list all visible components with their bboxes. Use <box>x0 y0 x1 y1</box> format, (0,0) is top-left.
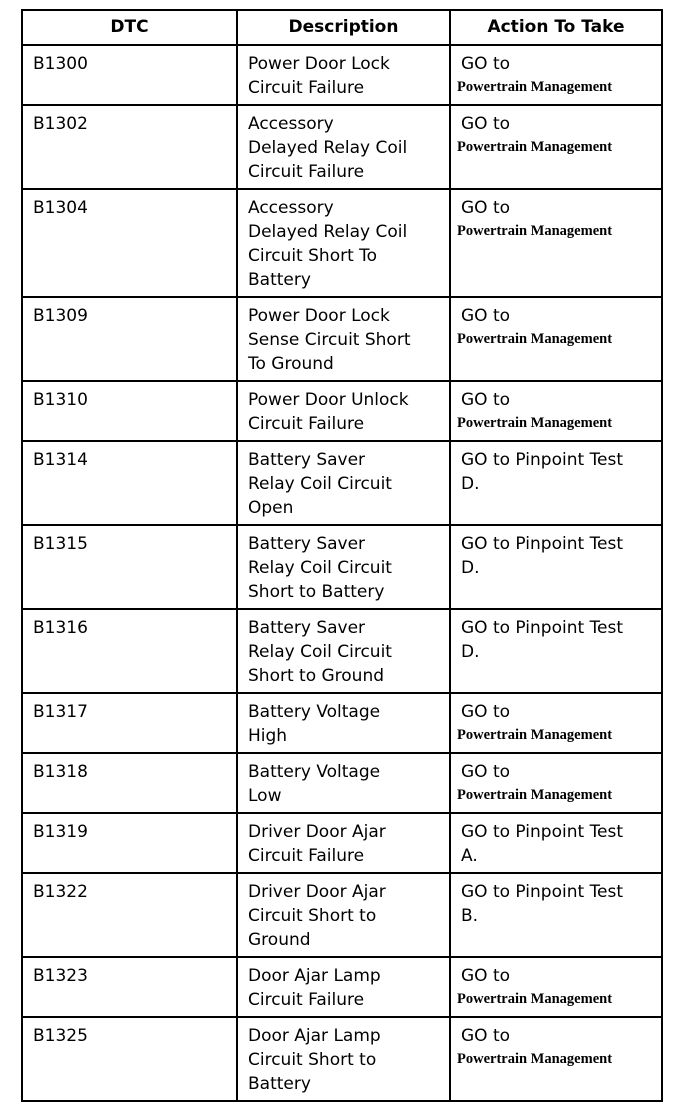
table-row <box>22 813 662 873</box>
action-line: GO to <box>461 54 511 74</box>
dtc-description <box>237 609 450 693</box>
dtc-action <box>450 609 662 693</box>
description-line: High <box>248 726 288 746</box>
table-row <box>22 693 662 753</box>
description-line: Driver Door Ajar <box>248 822 386 842</box>
action-reference: Powertrain Management <box>457 331 613 347</box>
dtc-action <box>450 297 662 381</box>
action-reference: Powertrain Management <box>457 415 613 431</box>
dtc-code: B1317 <box>22 693 237 753</box>
action-reference: Powertrain Management <box>457 787 613 803</box>
dtc-code: B1323 <box>22 957 237 1017</box>
action-reference: Powertrain Management <box>457 79 613 95</box>
dtc-code: B1310 <box>22 381 237 441</box>
description-line: Driver Door Ajar <box>248 882 386 902</box>
action-line: GO to <box>461 702 511 722</box>
header-action: Action To Take <box>450 10 662 45</box>
description-line: Delayed Relay Coil <box>248 138 408 158</box>
description-line: Door Ajar Lamp <box>248 1026 381 1046</box>
action-line: D. <box>461 558 480 578</box>
dtc-action <box>450 525 662 609</box>
table-row <box>22 753 662 813</box>
table-row <box>22 1017 662 1101</box>
description-line: Ground <box>248 930 311 950</box>
dtc-description <box>237 189 450 297</box>
description-line: Battery <box>248 1074 311 1094</box>
table-row <box>22 441 662 525</box>
action-reference: Powertrain Management <box>457 223 613 239</box>
dtc-action <box>450 381 662 441</box>
description-line: Circuit Failure <box>248 846 365 866</box>
description-line: Power Door Lock <box>248 54 390 74</box>
description-line: Circuit Failure <box>248 162 365 182</box>
dtc-code: B1300 <box>22 45 237 105</box>
description-line: Circuit Short to <box>248 1050 377 1070</box>
dtc-description <box>237 873 450 957</box>
description-line: Relay Coil Circuit <box>248 474 392 494</box>
action-reference: Powertrain Management <box>457 727 613 743</box>
table-row <box>22 189 662 297</box>
description-line: Circuit Failure <box>248 990 365 1010</box>
action-line: GO to <box>461 1026 511 1046</box>
dtc-code: B1318 <box>22 753 237 813</box>
description-line: To Ground <box>248 354 334 374</box>
description-line: Circuit Failure <box>248 78 365 98</box>
dtc-action <box>450 873 662 957</box>
action-reference: Powertrain Management <box>457 1051 613 1067</box>
dtc-description <box>237 1017 450 1101</box>
dtc-code: B1309 <box>22 297 237 381</box>
table-row <box>22 609 662 693</box>
dtc-action <box>450 45 662 105</box>
action-line: GO to Pinpoint Test <box>461 534 624 554</box>
dtc-description <box>237 45 450 105</box>
action-line: GO to <box>461 198 511 218</box>
description-line: Relay Coil Circuit <box>248 642 392 662</box>
table-row <box>22 873 662 957</box>
description-line: Power Door Unlock <box>248 390 409 410</box>
action-line: GO to Pinpoint Test <box>461 450 624 470</box>
dtc-code: B1314 <box>22 441 237 525</box>
dtc-description <box>237 105 450 189</box>
description-line: Sense Circuit Short <box>248 330 411 350</box>
dtc-description <box>237 813 450 873</box>
description-line: Battery Saver <box>248 450 366 470</box>
action-line: D. <box>461 642 480 662</box>
table-row <box>22 297 662 381</box>
action-line: GO to Pinpoint Test <box>461 618 624 638</box>
description-line: Short to Battery <box>248 582 385 602</box>
action-line: GO to <box>461 114 511 134</box>
description-line: Open <box>248 498 294 518</box>
action-line: GO to <box>461 390 511 410</box>
dtc-action <box>450 753 662 813</box>
action-line: GO to Pinpoint Test <box>461 882 624 902</box>
description-line: Relay Coil Circuit <box>248 558 392 578</box>
description-line: Battery <box>248 270 311 290</box>
dtc-action <box>450 441 662 525</box>
dtc-code: B1302 <box>22 105 237 189</box>
header-row <box>22 10 662 45</box>
action-line: GO to <box>461 966 511 986</box>
dtc-code: B1304 <box>22 189 237 297</box>
description-line: Battery Saver <box>248 618 366 638</box>
description-line: Low <box>248 786 282 806</box>
action-reference: Powertrain Management <box>457 139 613 155</box>
dtc-description <box>237 441 450 525</box>
table-row <box>22 381 662 441</box>
action-line: GO to Pinpoint Test <box>461 822 624 842</box>
description-line: Battery Saver <box>248 534 366 554</box>
dtc-action <box>450 957 662 1017</box>
description-line: Door Ajar Lamp <box>248 966 381 986</box>
dtc-code: B1322 <box>22 873 237 957</box>
dtc-action <box>450 105 662 189</box>
dtc-action <box>450 1017 662 1101</box>
description-line: Accessory <box>248 114 334 134</box>
action-line: A. <box>461 846 478 866</box>
description-line: Power Door Lock <box>248 306 390 326</box>
header-description: Description <box>237 10 450 45</box>
table-row <box>22 45 662 105</box>
action-line: GO to <box>461 762 511 782</box>
dtc-code: B1315 <box>22 525 237 609</box>
description-line: Delayed Relay Coil <box>248 222 408 242</box>
dtc-description <box>237 381 450 441</box>
action-reference: Powertrain Management <box>457 991 613 1007</box>
action-line: GO to <box>461 306 511 326</box>
dtc-code: B1319 <box>22 813 237 873</box>
table-row <box>22 957 662 1017</box>
action-line: B. <box>461 906 479 926</box>
dtc-description <box>237 957 450 1017</box>
dtc-description <box>237 753 450 813</box>
description-line: Circuit Short To <box>248 246 378 266</box>
table-row <box>22 105 662 189</box>
description-line: Accessory <box>248 198 334 218</box>
dtc-code: B1325 <box>22 1017 237 1101</box>
dtc-description <box>237 693 450 753</box>
header-dtc: DTC <box>22 10 237 45</box>
description-line: Short to Ground <box>248 666 385 686</box>
description-line: Circuit Short to <box>248 906 377 926</box>
action-line: D. <box>461 474 480 494</box>
dtc-action <box>450 813 662 873</box>
description-line: Circuit Failure <box>248 414 365 434</box>
description-line: Battery Voltage <box>248 762 381 782</box>
dtc-action <box>450 189 662 297</box>
dtc-table <box>21 9 663 1102</box>
dtc-code: B1316 <box>22 609 237 693</box>
description-line: Battery Voltage <box>248 702 381 722</box>
dtc-description <box>237 297 450 381</box>
table-row <box>22 525 662 609</box>
dtc-action <box>450 693 662 753</box>
dtc-description <box>237 525 450 609</box>
